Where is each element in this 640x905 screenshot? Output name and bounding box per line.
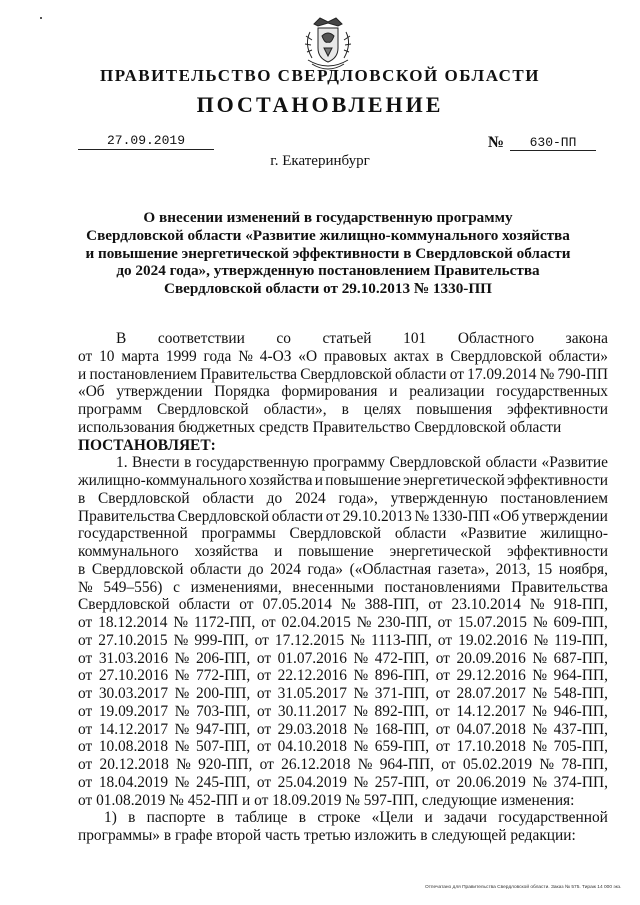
word: энергетической <box>403 472 505 489</box>
word: № <box>174 702 190 720</box>
item1-line <box>78 579 608 597</box>
word: № <box>539 365 555 383</box>
preamble-line <box>78 348 608 366</box>
word: № <box>532 649 548 667</box>
document-number: 630-ПП <box>510 135 596 151</box>
word: от <box>428 596 443 614</box>
word: реализации <box>409 383 485 401</box>
word: «Об <box>492 507 520 525</box>
word: утверждении <box>521 507 608 525</box>
word: 230-ПП, <box>377 614 432 631</box>
word: постановлением <box>500 489 608 507</box>
word: от <box>256 773 272 791</box>
word: утверждении <box>116 383 203 401</box>
word: от <box>78 702 93 720</box>
document-type: ПОСТАНОВЛЕНИЕ <box>196 92 444 117</box>
word: № <box>173 614 189 631</box>
word: от <box>449 365 464 383</box>
word: от <box>256 667 272 685</box>
word: 31.05.2017 <box>277 685 347 702</box>
word: 772-ПП, <box>195 667 251 685</box>
word: 14.12.2017 <box>98 720 169 738</box>
word: 200-ПП, <box>195 685 251 702</box>
word: жилищно-коммунального <box>78 472 247 489</box>
number-label: № <box>488 134 505 151</box>
word: в <box>341 401 349 418</box>
word: № <box>174 720 190 738</box>
word: № <box>353 738 369 756</box>
item1-line <box>78 490 608 508</box>
word: повышение <box>298 543 374 560</box>
word: 2024 <box>270 560 301 578</box>
item1-line <box>78 667 608 685</box>
word: 22.12.2016 <box>277 667 347 685</box>
word: закона <box>565 330 608 347</box>
word: № <box>532 685 548 702</box>
word: области <box>395 365 447 383</box>
word: 790-ПП <box>557 365 608 383</box>
word: В <box>116 330 127 347</box>
word: № <box>353 702 368 720</box>
word: от <box>441 756 456 773</box>
item1-line: от 01.08.2019 № 452-ПП и от 18.09.2019 № 597-ПП, следующие изменения: <box>78 791 575 809</box>
word: 1. <box>116 454 128 472</box>
word: эффективности <box>507 543 608 560</box>
word: № <box>174 773 190 791</box>
word: хозяйства <box>194 543 259 560</box>
word: «О <box>298 347 318 365</box>
word: 1330-ПП <box>431 507 490 525</box>
word: программу <box>313 454 385 472</box>
word: 10.08.2018 <box>98 738 169 756</box>
word: Внести <box>132 454 180 472</box>
word: 23.10.2014 <box>451 596 521 614</box>
word: № <box>532 720 548 738</box>
word: до <box>266 489 283 507</box>
word: от <box>435 667 450 685</box>
word: от <box>261 614 276 631</box>
word: актах <box>393 347 430 365</box>
word: 206-ПП, <box>195 649 251 667</box>
word: Свердловской <box>300 365 392 383</box>
word: 01.07.2016 <box>277 649 347 667</box>
item1-line <box>78 756 608 774</box>
word: постановлениями <box>384 578 501 596</box>
word: 687-ПП, <box>553 649 608 667</box>
word: года», <box>338 489 378 507</box>
word: 15.07.2015 <box>457 614 527 631</box>
word: Свердловской <box>156 401 249 418</box>
item1-line <box>78 685 608 703</box>
subitem1-line <box>78 809 608 827</box>
scan-speck <box>40 17 42 19</box>
word: № <box>176 756 191 773</box>
word: от <box>78 649 93 667</box>
word: 02.04.2015 <box>281 614 351 631</box>
word: от <box>254 631 269 649</box>
word: коммунального <box>78 543 179 560</box>
word: 703-ПП, <box>196 702 251 720</box>
word: ноября, <box>558 560 608 578</box>
word: («Областная <box>349 560 432 578</box>
preamble-line <box>78 401 608 419</box>
word: 257-ПП, <box>374 773 430 791</box>
word: Свердловской <box>289 525 382 543</box>
word: № <box>353 649 369 667</box>
word: 245-ПП, <box>195 773 251 791</box>
word: 119-ПП, <box>554 631 608 649</box>
word: статьей <box>322 330 372 347</box>
item1-line <box>78 774 608 792</box>
word: от <box>437 614 452 631</box>
word: от <box>435 738 450 756</box>
word: Правительства <box>511 578 608 596</box>
word: целях <box>363 401 402 418</box>
word: 17.10.2018 <box>456 738 526 756</box>
word: повышение <box>325 472 401 489</box>
city: г. Екатеринбург <box>270 153 370 169</box>
word: таблице <box>235 809 288 827</box>
word: № <box>353 720 369 738</box>
word: энергетической <box>389 543 492 560</box>
item1-line <box>78 632 608 650</box>
word: № <box>532 614 548 631</box>
word: № <box>357 756 373 773</box>
preamble-line: использования бюджетных средств Правительство Свердловской области <box>78 418 562 436</box>
word: 18.12.2014 <box>98 614 168 631</box>
word: 2024 <box>294 489 326 507</box>
word: Свердловской <box>389 454 482 472</box>
word: № <box>539 756 555 773</box>
word: 20.12.2018 <box>99 756 169 773</box>
word: и <box>314 472 323 489</box>
word: 371-ПП, <box>374 685 430 702</box>
word: № <box>353 685 369 702</box>
word: 472-ПП, <box>374 649 430 667</box>
word: 25.04.2019 <box>277 773 347 791</box>
word: Свердловской <box>177 507 270 525</box>
item1-line <box>78 738 608 756</box>
word: задачи <box>444 809 487 827</box>
word: от <box>256 649 272 667</box>
word: программы <box>201 525 276 543</box>
word: № <box>414 507 430 525</box>
word: в <box>184 454 192 472</box>
preamble-line <box>78 383 608 401</box>
word: от <box>78 773 93 791</box>
word: № <box>238 347 253 365</box>
word: государственных <box>496 383 608 401</box>
word: № <box>353 773 369 791</box>
word: от <box>239 596 254 614</box>
word: паспорте <box>146 809 206 827</box>
word: 999-ПП, <box>194 631 249 649</box>
word: 10 <box>99 347 115 365</box>
word: 27.10.2016 <box>98 667 169 685</box>
print-footer-note: Отпечатано для Правительства Свердловской области. Заказ № 575. Тираж 14 000 экз. <box>425 885 622 890</box>
item1-line <box>78 703 608 721</box>
word: 78-ПП, <box>561 756 608 773</box>
word: 896-ПП, <box>374 667 430 685</box>
word: области <box>178 596 231 614</box>
word: № <box>353 667 369 685</box>
item1-line <box>78 721 608 739</box>
word: области <box>202 489 254 507</box>
word: 918-ПП, <box>553 596 608 614</box>
word: Правительства <box>78 507 175 525</box>
word: Порядка <box>214 383 270 401</box>
word: от <box>78 347 93 365</box>
word: утвержденную <box>390 489 488 507</box>
word: 964-ПП, <box>553 667 608 685</box>
title-line: Свердловской области «Развитие жилищно-коммунального хозяйства <box>86 226 570 244</box>
word: Свердловской <box>450 347 542 365</box>
word: 388-ПП, <box>364 596 420 614</box>
title-line: и повышение энергетической эффективности в Свердловской области <box>85 244 571 262</box>
word: от <box>435 649 450 667</box>
word: внесенными <box>292 578 374 596</box>
word: области <box>271 507 324 525</box>
word: государственной <box>78 525 188 543</box>
word: № <box>532 667 548 685</box>
word: государственную <box>195 454 309 472</box>
document-date: 27.09.2019 <box>78 133 214 150</box>
word: Свердловской <box>91 560 184 578</box>
word: области» <box>548 347 608 365</box>
word: 28.07.2017 <box>456 685 526 702</box>
word: № <box>532 773 548 791</box>
word: эффективности <box>507 401 608 418</box>
word: 30.11.2017 <box>277 702 347 720</box>
word: Свердловской <box>98 489 190 507</box>
word: 18.04.2019 <box>98 773 169 791</box>
word: постановлением <box>89 365 197 383</box>
word: 14.12.2017 <box>456 702 526 720</box>
word: области <box>190 560 242 578</box>
title-line: О внесении изменений в государственную программу <box>143 209 513 226</box>
word: 20.06.2019 <box>456 773 526 791</box>
word: № <box>533 631 549 649</box>
word: от <box>437 631 453 649</box>
word: 1) <box>104 809 117 827</box>
word: и <box>424 809 433 827</box>
word: от <box>78 756 93 773</box>
word: от <box>256 720 272 738</box>
word: 29.03.2018 <box>277 720 347 738</box>
word: от <box>78 685 93 702</box>
word: 437-ПП, <box>553 720 608 738</box>
word: 2013, <box>495 560 531 578</box>
word: № <box>532 738 548 756</box>
word: 31.03.2016 <box>98 649 169 667</box>
word: № <box>529 596 545 614</box>
preamble-line <box>78 366 608 384</box>
organization-name: ПРАВИТЕЛЬСТВО СВЕРДЛОВСКОЙ ОБЛАСТИ <box>100 66 540 85</box>
word: соответствии <box>157 330 245 347</box>
word: года» <box>307 560 344 578</box>
title-line: Свердловской области от 29.10.2013 № 1330-ПП <box>164 280 492 298</box>
word: 548-ПП, <box>553 685 608 702</box>
word: 17.09.2014 <box>467 365 537 383</box>
word: в <box>216 809 225 827</box>
word: 507-ПП, <box>195 738 251 756</box>
word: области», <box>263 401 327 418</box>
word: 1113-ПП, <box>370 631 432 649</box>
word: со <box>276 330 291 347</box>
word: от <box>435 720 450 738</box>
word: 920-ПП, <box>198 756 253 773</box>
word: хозяйства <box>248 472 313 489</box>
word: от <box>435 702 450 720</box>
word: в <box>78 560 86 578</box>
word: «Об <box>78 383 105 401</box>
subitem1-line: программы» в графе второй часть третью изложить в следующей редакции: <box>78 827 576 844</box>
word: марта <box>121 347 160 365</box>
document-body <box>78 330 608 845</box>
word: от <box>259 756 274 773</box>
word: № <box>174 685 190 702</box>
word: № <box>174 667 190 685</box>
item1-line <box>78 614 608 632</box>
title-line: до 2024 года», утвержденную постановлением Правительства <box>116 262 540 280</box>
word: 07.05.2014 <box>262 596 332 614</box>
word: 20.09.2016 <box>456 649 526 667</box>
word: правовых <box>323 347 387 365</box>
item1-line <box>78 650 608 668</box>
word: Областного <box>457 330 535 347</box>
item1-line <box>78 454 608 472</box>
document-title <box>78 209 578 298</box>
word: 19.09.2017 <box>98 702 169 720</box>
word: 1999 <box>165 347 197 365</box>
word: от <box>78 667 93 685</box>
word: 374-ПП, <box>553 773 608 791</box>
word: повышения <box>416 401 493 418</box>
word: 19.02.2016 <box>458 631 528 649</box>
word: области <box>485 454 537 472</box>
item1-line <box>78 508 608 526</box>
item1-line <box>78 525 608 543</box>
word: от <box>78 614 93 631</box>
decree-word: ПОСТАНОВЛЯЕТ: <box>78 436 216 454</box>
word: в <box>298 809 307 827</box>
word: от <box>256 738 272 756</box>
word: формирования <box>281 383 378 401</box>
word: 947-ПП, <box>195 720 251 738</box>
word: в <box>78 489 86 507</box>
word: жилищно- <box>540 525 608 543</box>
word: 30.03.2017 <box>98 685 169 702</box>
word: от <box>325 507 340 525</box>
word: газета», <box>437 560 490 578</box>
word: № <box>532 702 547 720</box>
word: в <box>436 347 444 365</box>
word: 15 <box>536 560 553 578</box>
word: строке <box>317 809 361 827</box>
word: 946-ПП, <box>553 702 608 720</box>
word: и <box>78 365 87 383</box>
word: 05.02.2019 <box>462 756 533 773</box>
word: от <box>78 631 93 649</box>
item1-line <box>78 596 608 614</box>
word: от <box>257 702 272 720</box>
word: 892-ПП, <box>374 702 429 720</box>
item1-line <box>78 561 608 579</box>
word: № <box>174 649 190 667</box>
word: 101 <box>403 330 427 347</box>
word: до <box>248 560 264 578</box>
word: от <box>78 720 93 738</box>
word: от <box>78 738 93 756</box>
word: 17.12.2015 <box>274 631 345 649</box>
word: 4-ОЗ <box>259 347 292 365</box>
word: от <box>256 685 272 702</box>
word: изменениями, <box>190 578 282 596</box>
word: Свердловской <box>78 596 170 614</box>
word: года <box>203 347 232 365</box>
word: 168-ПП, <box>374 720 430 738</box>
word: 609-ПП, <box>553 614 608 631</box>
word: «Развитие <box>460 525 527 543</box>
item1-line <box>78 543 608 561</box>
word: области <box>394 525 447 543</box>
word: с <box>173 578 180 596</box>
word: и <box>274 543 283 560</box>
word: программ <box>78 401 142 418</box>
word: 27.10.2015 <box>98 631 168 649</box>
word: 705-ПП, <box>553 738 608 756</box>
word: от <box>435 685 450 702</box>
word: № <box>173 631 189 649</box>
word: 659-ПП, <box>374 738 430 756</box>
word: в <box>128 809 136 827</box>
word: и <box>389 383 398 401</box>
preamble-line <box>78 330 608 348</box>
word: 26.12.2018 <box>281 756 351 773</box>
word: 1172-ПП, <box>193 614 256 631</box>
word: Правительства <box>200 365 297 383</box>
word: № <box>340 596 356 614</box>
word: «Цели <box>371 809 414 827</box>
word: государственной <box>498 809 608 827</box>
word: «Развитие <box>541 454 608 472</box>
word: 29.12.2016 <box>456 667 526 685</box>
item1-line <box>78 472 608 490</box>
word: от <box>435 773 450 791</box>
word: 549–556) <box>103 578 163 596</box>
word: № <box>78 578 93 596</box>
word: эффективности <box>507 472 608 489</box>
word: 29.10.2013 <box>342 507 412 525</box>
word: 04.07.2018 <box>456 720 526 738</box>
word: № <box>174 738 190 756</box>
word: № <box>350 631 365 649</box>
word: 04.10.2018 <box>277 738 347 756</box>
word: 964-ПП, <box>379 756 435 773</box>
word: № <box>356 614 372 631</box>
